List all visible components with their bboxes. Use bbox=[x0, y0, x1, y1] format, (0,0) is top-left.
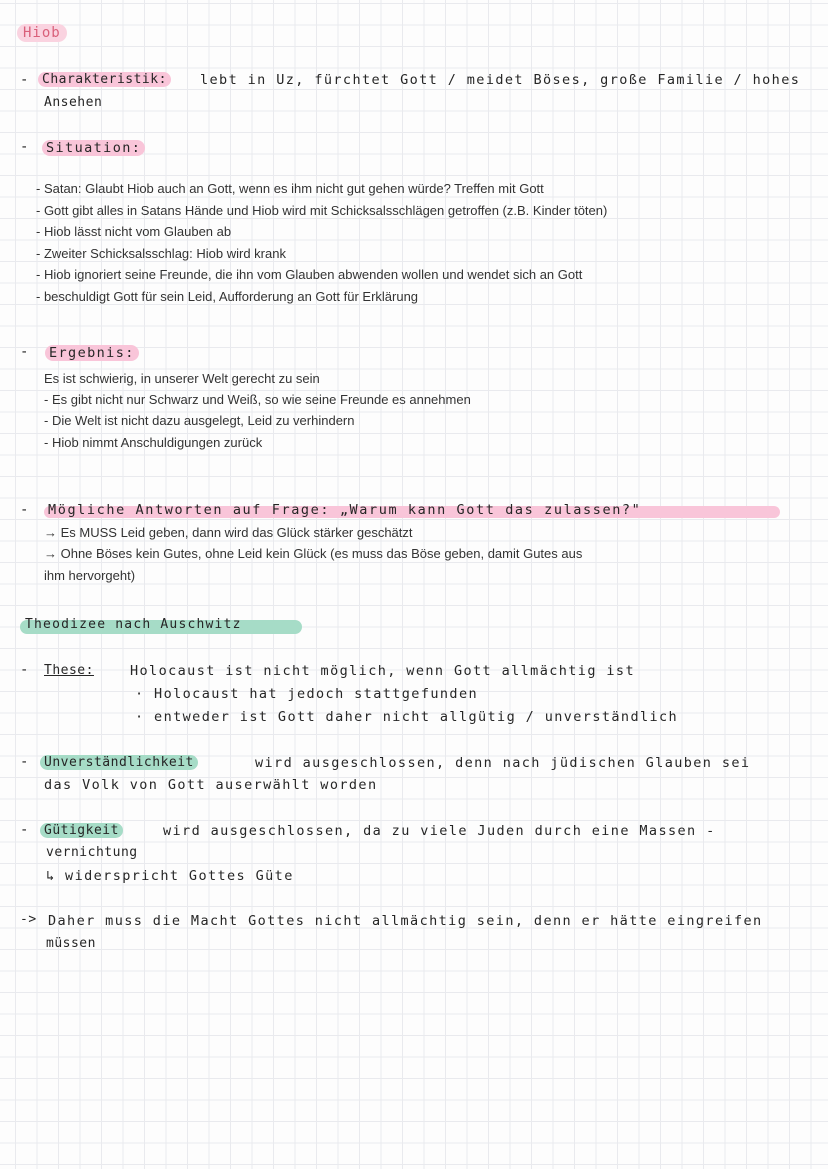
bullet-dash: - bbox=[20, 344, 29, 360]
these-line: Holocaust ist nicht möglich, wenn Gott allmächtig ist bbox=[130, 663, 635, 679]
situation-item: - Hiob ignoriert seine Freunde, die ihn vom Glauben abwenden wollen und wendet sich an Gott bbox=[36, 267, 583, 282]
these-line: · entweder ist Gott daher nicht allgütig / unverständlich bbox=[135, 709, 679, 725]
fazit-text-2: müssen bbox=[46, 936, 96, 951]
charakteristik-text-2: Ansehen bbox=[44, 95, 103, 110]
situation-item: - Zweiter Schicksalsschlag: Hiob wird krank bbox=[36, 246, 286, 261]
bullet-dash: - bbox=[20, 662, 29, 678]
situation-item: - Gott gibt alles in Satans Hände und Hiob wird mit Schicksalsschlägen getroffen (z.B. Kinder töten) bbox=[36, 203, 608, 218]
these-label: These: bbox=[44, 663, 94, 678]
these-line: · Holocaust hat jedoch stattgefunden bbox=[135, 686, 478, 702]
situation-item: - beschuldigt Gott für sein Leid, Aufforderung an Gott für Erklärung bbox=[36, 289, 419, 304]
guetigkeit-label: Gütigkeit bbox=[40, 823, 123, 838]
antworten-item: ihm hervorgeht) bbox=[44, 568, 136, 583]
fazit-text: Daher muss die Macht Gottes nicht allmächtig sein, denn er hätte eingreifen bbox=[48, 913, 763, 929]
guetigkeit-text-3: ↳ widerspricht Gottes Güte bbox=[46, 868, 294, 884]
bullet-dash: - bbox=[20, 139, 29, 155]
unverstaendlichkeit-text-2: das Volk von Gott auserwählt worden bbox=[44, 777, 378, 793]
ergebnis-item: - Die Welt ist nicht dazu ausgelegt, Leid zu verhindern bbox=[44, 413, 355, 428]
ergebnis-item: - Hiob nimmt Anschuldigungen zurück bbox=[44, 435, 263, 450]
guetigkeit-text: wird ausgeschlossen, da zu viele Juden durch eine Massen - bbox=[163, 823, 716, 839]
situation-label: Situation: bbox=[42, 140, 145, 156]
bullet-dash: - bbox=[20, 754, 29, 770]
unverstaendlichkeit-text: wird ausgeschlossen, denn nach jüdischen Glauben sei bbox=[255, 755, 751, 771]
charakteristik-text: lebt in Uz, fürchtet Gott / meidet Böses, große Familie / hohes bbox=[200, 72, 801, 88]
ergebnis-label: Ergebnis: bbox=[45, 345, 139, 361]
ergebnis-item: Es ist schwierig, in unserer Welt gerecht zu sein bbox=[44, 371, 320, 386]
theodizee-heading: Theodizee nach Auschwitz bbox=[25, 617, 242, 632]
bullet-dash: - bbox=[20, 502, 29, 518]
bullet-dash: - bbox=[20, 72, 29, 88]
ergebnis-item: - Es gibt nicht nur Schwarz und Weiß, so wie seine Freunde es annehmen bbox=[44, 392, 471, 407]
situation-item: - Hiob lässt nicht vom Glauben ab bbox=[36, 224, 232, 239]
arrow-icon: -> bbox=[20, 912, 37, 927]
antworten-item: → Ohne Böses kein Gutes, ohne Leid kein Glück (es muss das Böse geben, damit Gutes aus bbox=[44, 546, 583, 561]
bullet-dash: - bbox=[20, 822, 29, 838]
antworten-heading: Mögliche Antworten auf Frage: „Warum kann Gott das zulassen?" bbox=[48, 502, 642, 518]
situation-item: - Satan: Glaubt Hiob auch an Gott, wenn es ihm nicht gut gehen würde? Treffen mit Gott bbox=[36, 181, 544, 196]
antworten-item: → Es MUSS Leid geben, dann wird das Glück stärker geschätzt bbox=[44, 525, 413, 540]
page-title: Hiob bbox=[17, 24, 67, 42]
unverstaendlichkeit-label: Unverständlichkeit bbox=[40, 755, 198, 770]
guetigkeit-text-2: vernichtung bbox=[46, 845, 138, 860]
charakteristik-label: Charakteristik: bbox=[38, 72, 171, 87]
